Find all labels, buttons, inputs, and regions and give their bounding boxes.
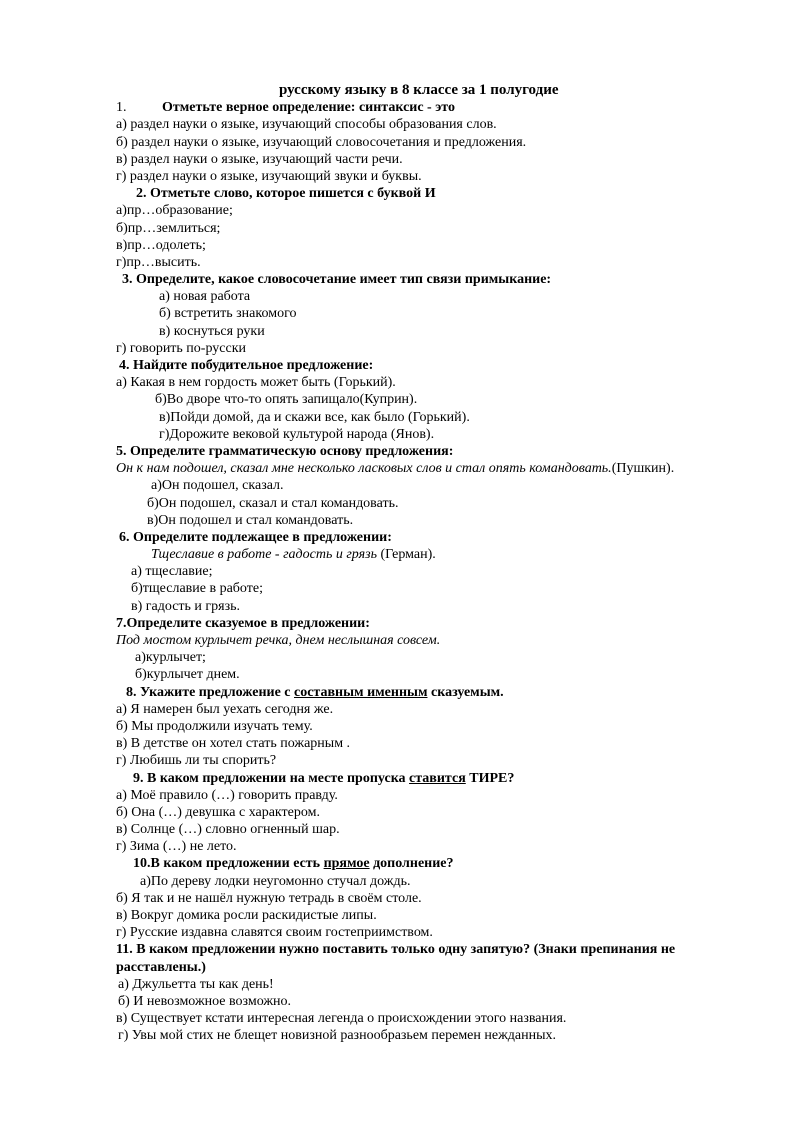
option: а) Какая в нем гордость может быть (Горький). [116, 375, 396, 391]
option: б)Он подошел, сказал и стал командовать. [147, 495, 399, 511]
option: а) Я намерен был уехать сегодня же. [116, 701, 334, 717]
question-8 [0, 684, 800, 701]
option: б)курлычет днем. [135, 667, 240, 683]
option: а) раздел науки о языке, изучающий способы образования слов. [116, 117, 497, 133]
example-sentence: Под мостом курлычет речка, днем неслышная совсем. [116, 633, 441, 648]
option: в)пр…одолеть; [116, 237, 206, 253]
option: г) говорить по-русски [116, 340, 246, 356]
sentence-author: (Пушкин). [611, 461, 675, 477]
option: в) Вокруг домика росли раскидистые липы. [116, 908, 377, 923]
question-10 [0, 855, 800, 872]
question-9 [0, 770, 800, 787]
question-number: 1. [116, 100, 127, 116]
sentence-author: (Герман). [380, 547, 436, 563]
option: б) И невозможное возможно. [118, 993, 292, 1009]
option: г) Русские издавна славятся своим гостеприимством. [116, 925, 433, 941]
option: а)курлычет; [135, 650, 206, 666]
underlined-term: составным именным [294, 684, 428, 700]
question-2: 2. Отметьте слово, которое пишется с буквой И [136, 186, 436, 202]
option: в) Солнце (…) словно огненный шар. [116, 822, 340, 838]
option: б)пр…землиться; [116, 220, 221, 236]
question-text: ТИРЕ? [465, 770, 515, 786]
option: в)Пойди домой, да и скажи все, как было (Горький). [159, 409, 470, 425]
example-sentence [0, 546, 800, 563]
option: а)пр…образование; [116, 203, 233, 219]
option: б) Она (…) девушка с характером. [116, 804, 320, 820]
option: г) Любишь ли ты спорить? [116, 753, 277, 769]
underlined-term: ставится [409, 770, 466, 786]
sentence-text: Он к нам подошел, сказал мне несколько ласковых слов и стал опять командовать. [116, 461, 612, 477]
option: в) гадость и грязь. [131, 598, 241, 614]
example-sentence [0, 460, 800, 477]
option: б)Во дворе что-то опять запищало(Куприн). [155, 392, 418, 408]
option: б) раздел науки о языке, изучающий словосочетания и предложения. [116, 134, 527, 150]
option: б) встретить знакомого [159, 306, 297, 322]
question-5: 5. Определите грамматическую основу предложения: [116, 443, 454, 459]
question-4: 4. Найдите побудительное предложение: [119, 358, 374, 373]
sentence-text: Тщеславие в работе - гадость и грязь [151, 547, 377, 563]
option: в) Существует кстати интересная легенда о происхождении этого названия. [116, 1011, 567, 1027]
question-text: 10.В каком предложении есть [133, 856, 324, 872]
option: г)Дорожите вековой культурой народа (Янов). [159, 426, 435, 442]
question-text: дополнение? [369, 856, 454, 872]
option: в) раздел науки о языке, изучающий части речи. [116, 151, 403, 167]
option: в) В детстве он хотел стать пожарным . [116, 736, 351, 752]
option: а) Моё правило (…) говорить правду. [116, 787, 338, 803]
option: в)Он подошел и стал командовать. [147, 512, 354, 528]
question-3: 3. Определите, какое словосочетание имеет тип связи примыкание: [122, 272, 552, 288]
test-page [0, 82, 800, 1045]
question-1 [0, 99, 800, 116]
option: г) Зима (…) не лето. [116, 839, 237, 855]
option: г) Увы мой стих не блещет новизной разнообразьем перемен нежданных. [118, 1028, 556, 1044]
option: г)пр…высить. [116, 254, 201, 270]
option: б)тщеславие в работе; [131, 581, 263, 597]
option: а) Джульетта ты как день! [118, 976, 274, 992]
question-6: 6. Определите подлежащее в предложении: [119, 529, 392, 545]
option: г) раздел науки о языке, изучающий звуки и буквы. [116, 168, 422, 184]
question-text: 8. Укажите предложение с [126, 684, 294, 700]
underlined-term: прямое [323, 856, 370, 872]
option: б) Я так и не нашёл нужную тетрадь в своём столе. [116, 890, 422, 906]
option: б) Мы продолжили изучать тему. [116, 718, 313, 734]
option: а)Он подошел, сказал. [151, 478, 284, 494]
option: а) новая работа [159, 289, 251, 305]
option: в) коснуться руки [159, 323, 265, 339]
page-title: русскому языку в 8 классе за 1 полугодие [279, 82, 559, 98]
option: а) тщеславие; [131, 564, 213, 580]
question-text: сказуемым. [427, 684, 504, 700]
question-text: Отметьте верное определение: синтаксис - это [162, 100, 455, 116]
question-11: 11. В каком предложении нужно поставить только одну запятую? (Знаки препинания не расставлены.) [116, 942, 676, 975]
question-text: 9. В каком предложении на месте пропуска [133, 770, 410, 786]
question-7: 7.Определите сказуемое в предложении: [116, 615, 370, 631]
option: а)По дереву лодки неугомонно стучал дождь. [140, 873, 411, 889]
